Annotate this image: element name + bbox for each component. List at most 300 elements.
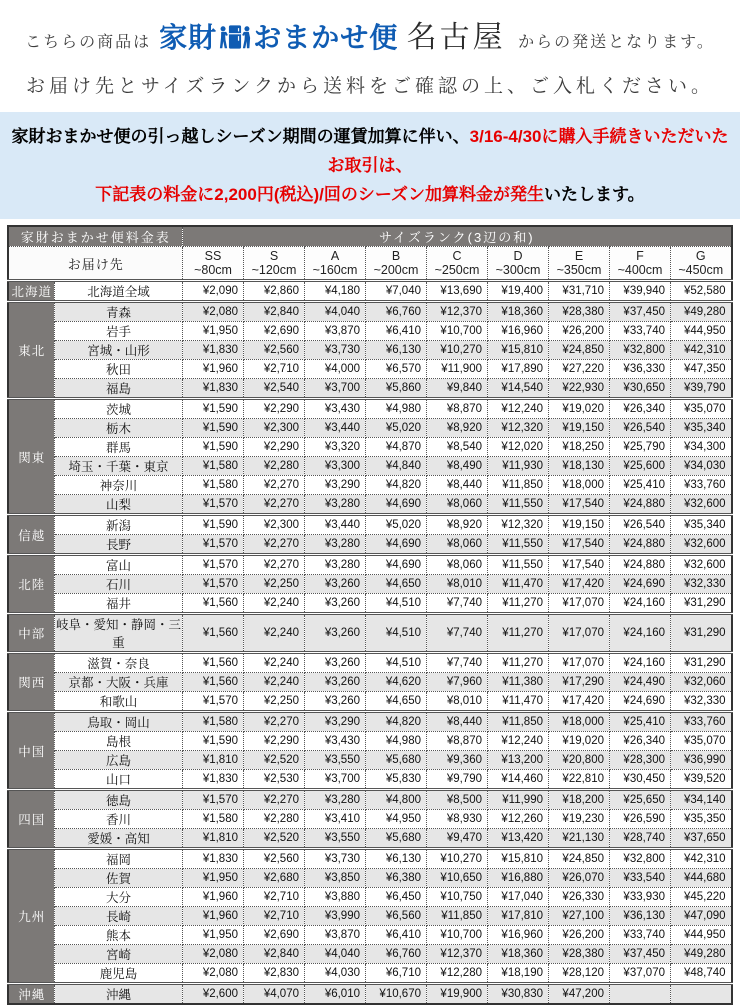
price-cell: ¥28,120	[549, 964, 610, 984]
price-cell: ¥1,590	[183, 515, 244, 535]
price-cell: ¥3,300	[305, 457, 366, 476]
price-cell: ¥3,440	[305, 419, 366, 438]
price-cell: ¥16,960	[488, 322, 549, 341]
price-cell: ¥52,580	[671, 281, 732, 302]
price-cell: ¥3,880	[305, 888, 366, 907]
price-cell: ¥1,960	[183, 360, 244, 379]
price-cell: ¥33,760	[671, 712, 732, 732]
price-cell: ¥17,040	[488, 888, 549, 907]
destination-cell: 宮崎	[54, 945, 182, 964]
price-cell: ¥44,950	[671, 322, 732, 341]
price-cell: ¥10,700	[427, 926, 488, 945]
price-cell: ¥19,150	[549, 515, 610, 535]
price-cell: ¥32,060	[671, 673, 732, 692]
price-cell: ¥8,540	[427, 438, 488, 457]
region-cell: 関東	[8, 399, 54, 515]
price-cell: ¥26,070	[549, 869, 610, 888]
price-cell: ¥22,930	[549, 379, 610, 399]
price-cell: ¥8,010	[427, 575, 488, 594]
column-header-row	[8, 246, 731, 281]
fee-row	[8, 945, 731, 964]
price-cell: ¥24,850	[549, 341, 610, 360]
price-cell: ¥11,270	[488, 653, 549, 673]
price-cell: ¥10,270	[427, 849, 488, 869]
price-cell: ¥1,590	[183, 399, 244, 419]
fee-row	[8, 302, 731, 322]
price-cell: ¥34,300	[671, 438, 732, 457]
price-cell: ¥5,680	[366, 829, 427, 849]
shipping-fee-table	[7, 225, 732, 1005]
price-cell: ¥31,290	[671, 614, 732, 653]
notice-line2-black: いたします。	[544, 184, 645, 204]
price-cell: ¥8,920	[427, 419, 488, 438]
price-cell: ¥6,010	[305, 984, 366, 1005]
price-cell: ¥18,250	[549, 438, 610, 457]
price-cell: ¥24,690	[610, 575, 671, 594]
price-cell: ¥18,130	[549, 457, 610, 476]
price-cell: ¥35,070	[671, 732, 732, 751]
price-cell: ¥2,690	[244, 322, 305, 341]
price-cell: ¥10,650	[427, 869, 488, 888]
price-cell: ¥3,290	[305, 476, 366, 495]
price-cell: ¥11,270	[488, 594, 549, 614]
destination-cell: 岩手	[54, 322, 182, 341]
notice-line2-red: 下記表の料金に2,200円(税込)/回のシーズン加算料金が発生	[95, 184, 545, 204]
destination-cell: 青森	[54, 302, 182, 322]
fee-row	[8, 673, 731, 692]
size-column-header-d: D ~300cm	[488, 246, 549, 281]
price-cell: ¥15,810	[488, 849, 549, 869]
price-cell: ¥20,800	[549, 751, 610, 770]
price-cell: ¥11,550	[488, 535, 549, 555]
price-cell: ¥1,590	[183, 732, 244, 751]
price-cell: ¥2,290	[244, 438, 305, 457]
price-cell: ¥2,710	[244, 907, 305, 926]
price-cell: ¥2,600	[183, 984, 244, 1005]
price-cell: ¥11,850	[488, 476, 549, 495]
price-cell: ¥8,440	[427, 712, 488, 732]
price-cell: ¥3,260	[305, 673, 366, 692]
fee-row	[8, 341, 731, 360]
region-cell: 沖縄	[8, 984, 54, 1005]
price-cell: ¥2,680	[244, 869, 305, 888]
fee-row	[8, 594, 731, 614]
price-cell: ¥32,800	[610, 341, 671, 360]
price-cell: ¥32,800	[610, 849, 671, 869]
region-cell: 北陸	[8, 555, 54, 614]
price-cell: ¥6,760	[366, 302, 427, 322]
destination-cell: 石川	[54, 575, 182, 594]
price-cell: ¥14,460	[488, 770, 549, 790]
destination-cell: 長崎	[54, 907, 182, 926]
instruction-line: お届け先とサイズランクから送料をご確認の上、ご入札ください。	[25, 76, 715, 97]
price-cell: ¥5,830	[366, 770, 427, 790]
fee-row	[8, 322, 731, 341]
price-cell: ¥31,710	[549, 281, 610, 302]
price-cell: ¥8,060	[427, 555, 488, 575]
price-cell: ¥30,450	[610, 770, 671, 790]
price-cell: ¥34,140	[671, 790, 732, 810]
price-cell: ¥4,980	[366, 732, 427, 751]
price-cell: ¥11,380	[488, 673, 549, 692]
destination-cell: 広島	[54, 751, 182, 770]
price-cell: ¥28,380	[549, 945, 610, 964]
price-cell: ¥4,840	[366, 457, 427, 476]
fee-row	[8, 614, 731, 653]
price-cell: ¥11,270	[488, 614, 549, 653]
price-cell: ¥2,090	[183, 281, 244, 302]
price-cell: ¥19,230	[549, 810, 610, 829]
price-cell: ¥37,450	[610, 302, 671, 322]
destination-cell: 富山	[54, 555, 182, 575]
fee-row	[8, 829, 731, 849]
price-cell: ¥17,540	[549, 535, 610, 555]
price-cell: ¥35,350	[671, 810, 732, 829]
price-cell: ¥2,710	[244, 360, 305, 379]
notice-line2	[4, 181, 736, 210]
price-cell: ¥4,620	[366, 673, 427, 692]
price-cell: ¥2,280	[244, 457, 305, 476]
price-cell: ¥2,240	[244, 594, 305, 614]
price-cell: ¥3,280	[305, 535, 366, 555]
price-cell: ¥4,040	[305, 302, 366, 322]
price-cell: ¥2,250	[244, 575, 305, 594]
price-cell: ¥4,980	[366, 399, 427, 419]
region-cell: 中国	[8, 712, 54, 790]
price-cell: ¥16,960	[488, 926, 549, 945]
price-cell: ¥49,280	[671, 302, 732, 322]
line1-suffix: からの発送となります。	[518, 34, 715, 51]
size-column-header-ss: SS ~80cm	[183, 246, 244, 281]
price-cell: ¥24,880	[610, 535, 671, 555]
price-cell: ¥10,270	[427, 341, 488, 360]
price-cell: ¥8,870	[427, 732, 488, 751]
price-cell: ¥3,430	[305, 399, 366, 419]
price-cell: ¥2,250	[244, 692, 305, 712]
price-cell: ¥12,260	[488, 810, 549, 829]
price-cell: ¥3,430	[305, 732, 366, 751]
price-cell: ¥12,020	[488, 438, 549, 457]
price-cell: ¥3,260	[305, 575, 366, 594]
price-cell: ¥26,200	[549, 926, 610, 945]
price-cell: ¥1,950	[183, 926, 244, 945]
size-column-header-e: E ~350cm	[549, 246, 610, 281]
price-cell: ¥12,370	[427, 302, 488, 322]
price-cell: ¥33,540	[610, 869, 671, 888]
price-cell: ¥8,060	[427, 495, 488, 515]
size-column-header-c: C ~250cm	[427, 246, 488, 281]
price-cell: ¥49,280	[671, 945, 732, 964]
price-cell: ¥2,080	[183, 964, 244, 984]
price-cell: ¥36,990	[671, 751, 732, 770]
price-cell: ¥27,220	[549, 360, 610, 379]
price-cell: ¥4,070	[244, 984, 305, 1005]
price-cell: ¥12,320	[488, 419, 549, 438]
price-cell: ¥24,160	[610, 594, 671, 614]
price-cell: ¥6,130	[366, 341, 427, 360]
region-cell: 九州	[8, 849, 54, 984]
destination-cell: 神奈川	[54, 476, 182, 495]
price-cell: ¥1,580	[183, 457, 244, 476]
price-cell: ¥39,520	[671, 770, 732, 790]
price-cell: ¥25,600	[610, 457, 671, 476]
price-cell: ¥5,680	[366, 751, 427, 770]
price-cell: ¥4,650	[366, 575, 427, 594]
price-cell: ¥14,540	[488, 379, 549, 399]
price-cell: ¥2,690	[244, 926, 305, 945]
fee-row	[8, 869, 731, 888]
fee-row	[8, 379, 731, 399]
price-cell: ¥1,570	[183, 575, 244, 594]
destination-cell: 鹿児島	[54, 964, 182, 984]
price-cell: ¥4,000	[305, 360, 366, 379]
destination-cell: 岐阜・愛知・静岡・三重	[54, 614, 182, 653]
listing-page	[0, 12, 740, 1005]
price-cell: ¥45,220	[671, 888, 732, 907]
price-cell: ¥26,330	[549, 888, 610, 907]
fee-row	[8, 751, 731, 770]
price-cell: ¥37,070	[610, 964, 671, 984]
price-cell: ¥12,240	[488, 399, 549, 419]
fee-row	[8, 984, 731, 1005]
fee-row	[8, 457, 731, 476]
price-cell: ¥1,950	[183, 869, 244, 888]
price-cell: ¥11,850	[488, 712, 549, 732]
price-cell: ¥36,330	[610, 360, 671, 379]
price-cell: ¥2,270	[244, 495, 305, 515]
price-cell: ¥1,560	[183, 673, 244, 692]
price-cell: ¥2,300	[244, 515, 305, 535]
price-cell: ¥3,990	[305, 907, 366, 926]
destination-cell: 島根	[54, 732, 182, 751]
price-cell: ¥24,160	[610, 614, 671, 653]
fee-row	[8, 964, 731, 984]
size-column-header-b: B ~200cm	[366, 246, 427, 281]
price-cell: ¥2,710	[244, 888, 305, 907]
price-cell: ¥2,240	[244, 653, 305, 673]
destination-cell: 山梨	[54, 495, 182, 515]
price-cell: ¥36,130	[610, 907, 671, 926]
destination-cell: 熊本	[54, 926, 182, 945]
price-cell: ¥39,790	[671, 379, 732, 399]
price-cell: ¥10,750	[427, 888, 488, 907]
price-cell: ¥3,870	[305, 926, 366, 945]
price-cell: ¥33,930	[610, 888, 671, 907]
fee-row	[8, 790, 731, 810]
region-cell: 信越	[8, 515, 54, 555]
price-cell: ¥2,830	[244, 964, 305, 984]
price-cell: ¥11,990	[488, 790, 549, 810]
price-cell: ¥2,270	[244, 712, 305, 732]
fee-row	[8, 849, 731, 869]
price-cell: ¥10,700	[427, 322, 488, 341]
price-cell: ¥26,590	[610, 810, 671, 829]
price-cell: ¥7,740	[427, 594, 488, 614]
price-cell: ¥3,700	[305, 770, 366, 790]
fee-row	[8, 476, 731, 495]
line1-prefix: こちらの商品は	[25, 34, 152, 51]
size-column-header-g: G ~450cm	[671, 246, 732, 281]
price-cell: ¥12,370	[427, 945, 488, 964]
season-surcharge-notice	[0, 112, 740, 219]
price-cell: ¥44,950	[671, 926, 732, 945]
destination-cell: 山口	[54, 770, 182, 790]
price-cell: ¥24,160	[610, 653, 671, 673]
size-column-header-s: S ~120cm	[244, 246, 305, 281]
price-cell: ¥10,670	[366, 984, 427, 1005]
destination-cell: 愛媛・高知	[54, 829, 182, 849]
destination-cell: 和歌山	[54, 692, 182, 712]
price-cell: ¥4,510	[366, 653, 427, 673]
price-cell: ¥3,550	[305, 829, 366, 849]
price-cell: ¥2,270	[244, 790, 305, 810]
price-cell: ¥11,900	[427, 360, 488, 379]
price-cell: ¥4,650	[366, 692, 427, 712]
notice-line1	[4, 123, 736, 181]
price-cell: ¥6,560	[366, 907, 427, 926]
notice-line1-black: 家財おまかせ便の引っ越しシーズン期間の運賃加算に伴い、	[11, 127, 470, 146]
price-cell: ¥4,820	[366, 712, 427, 732]
price-cell: ¥9,470	[427, 829, 488, 849]
price-cell: ¥8,920	[427, 515, 488, 535]
price-cell: ¥32,600	[671, 495, 732, 515]
price-cell: ¥1,830	[183, 379, 244, 399]
price-cell: ¥8,060	[427, 535, 488, 555]
price-cell: ¥2,560	[244, 849, 305, 869]
price-cell: ¥4,030	[305, 964, 366, 984]
fee-row	[8, 692, 731, 712]
table-title-row	[8, 226, 731, 247]
price-cell: ¥5,860	[366, 379, 427, 399]
price-cell: ¥9,360	[427, 751, 488, 770]
price-cell: ¥17,890	[488, 360, 549, 379]
price-cell: ¥3,870	[305, 322, 366, 341]
fee-row	[8, 419, 731, 438]
price-cell: ¥33,740	[610, 926, 671, 945]
destination-cell: 長野	[54, 535, 182, 555]
price-cell: ¥7,740	[427, 614, 488, 653]
price-cell: ¥28,740	[610, 829, 671, 849]
price-cell: ¥13,200	[488, 751, 549, 770]
destination-cell: 京都・大阪・兵庫	[54, 673, 182, 692]
price-cell: ¥6,130	[366, 849, 427, 869]
no-service-cell	[671, 984, 732, 1005]
price-cell: ¥25,410	[610, 476, 671, 495]
destination-cell: 栃木	[54, 419, 182, 438]
price-cell: ¥2,270	[244, 535, 305, 555]
price-cell: ¥1,570	[183, 790, 244, 810]
price-cell: ¥2,080	[183, 302, 244, 322]
size-column-header-a: A ~160cm	[305, 246, 366, 281]
destination-cell: 秋田	[54, 360, 182, 379]
price-cell: ¥3,320	[305, 438, 366, 457]
price-cell: ¥4,690	[366, 555, 427, 575]
price-cell: ¥4,870	[366, 438, 427, 457]
price-cell: ¥4,510	[366, 594, 427, 614]
price-cell: ¥3,260	[305, 692, 366, 712]
price-cell: ¥5,020	[366, 419, 427, 438]
destination-cell: 群馬	[54, 438, 182, 457]
price-cell: ¥8,010	[427, 692, 488, 712]
price-cell: ¥2,840	[244, 302, 305, 322]
destination-cell: 鳥取・岡山	[54, 712, 182, 732]
destination-cell: 福井	[54, 594, 182, 614]
fee-row	[8, 770, 731, 790]
price-cell: ¥1,560	[183, 653, 244, 673]
price-cell: ¥11,470	[488, 575, 549, 594]
brand-text-kazai: 家財	[159, 22, 218, 53]
size-rank-header: サイズランク(3辺の和)	[183, 226, 732, 247]
price-cell: ¥7,960	[427, 673, 488, 692]
price-cell: ¥8,930	[427, 810, 488, 829]
price-cell: ¥26,340	[610, 399, 671, 419]
price-cell: ¥3,280	[305, 555, 366, 575]
notice-line1-red: 3/16-4/30に購入手続きいただいたお取引は、	[327, 127, 729, 175]
price-cell: ¥17,810	[488, 907, 549, 926]
price-cell: ¥18,360	[488, 302, 549, 322]
price-cell: ¥1,960	[183, 888, 244, 907]
price-cell: ¥8,440	[427, 476, 488, 495]
destination-cell: 滋賀・奈良	[54, 653, 182, 673]
price-cell: ¥19,020	[549, 732, 610, 751]
destination-header: お届け先	[8, 246, 182, 281]
price-cell: ¥1,810	[183, 751, 244, 770]
price-cell: ¥35,340	[671, 515, 732, 535]
size-column-header-f: F ~400cm	[610, 246, 671, 281]
price-cell: ¥1,570	[183, 535, 244, 555]
price-cell: ¥4,690	[366, 535, 427, 555]
price-cell: ¥2,280	[244, 810, 305, 829]
price-cell: ¥17,540	[549, 555, 610, 575]
price-cell: ¥6,450	[366, 888, 427, 907]
price-cell: ¥19,400	[488, 281, 549, 302]
price-cell: ¥3,260	[305, 614, 366, 653]
no-service-cell	[610, 984, 671, 1005]
price-cell: ¥5,020	[366, 515, 427, 535]
fee-row	[8, 535, 731, 555]
table-title: 家財おまかせ便料金表	[8, 226, 182, 247]
price-cell: ¥18,190	[488, 964, 549, 984]
price-cell: ¥33,740	[610, 322, 671, 341]
destination-cell: 新潟	[54, 515, 182, 535]
fee-row	[8, 653, 731, 673]
price-cell: ¥26,540	[610, 419, 671, 438]
price-cell: ¥7,740	[427, 653, 488, 673]
price-cell: ¥2,240	[244, 673, 305, 692]
price-cell: ¥1,570	[183, 692, 244, 712]
price-cell: ¥9,790	[427, 770, 488, 790]
price-cell: ¥4,800	[366, 790, 427, 810]
price-cell: ¥1,830	[183, 849, 244, 869]
price-cell: ¥25,790	[610, 438, 671, 457]
price-cell: ¥19,900	[427, 984, 488, 1005]
destination-cell: 北海道全域	[54, 281, 182, 302]
fee-row	[8, 495, 731, 515]
price-cell: ¥24,850	[549, 849, 610, 869]
price-cell: ¥1,570	[183, 495, 244, 515]
price-cell: ¥4,510	[366, 614, 427, 653]
price-cell: ¥32,330	[671, 575, 732, 594]
destination-cell: 福島	[54, 379, 182, 399]
price-cell: ¥11,930	[488, 457, 549, 476]
price-cell: ¥17,070	[549, 614, 610, 653]
price-cell: ¥4,820	[366, 476, 427, 495]
price-cell: ¥22,810	[549, 770, 610, 790]
price-cell: ¥32,600	[671, 535, 732, 555]
destination-cell: 茨城	[54, 399, 182, 419]
brand-text-omakasebin: おまかせ便	[253, 22, 399, 53]
price-cell: ¥6,410	[366, 322, 427, 341]
